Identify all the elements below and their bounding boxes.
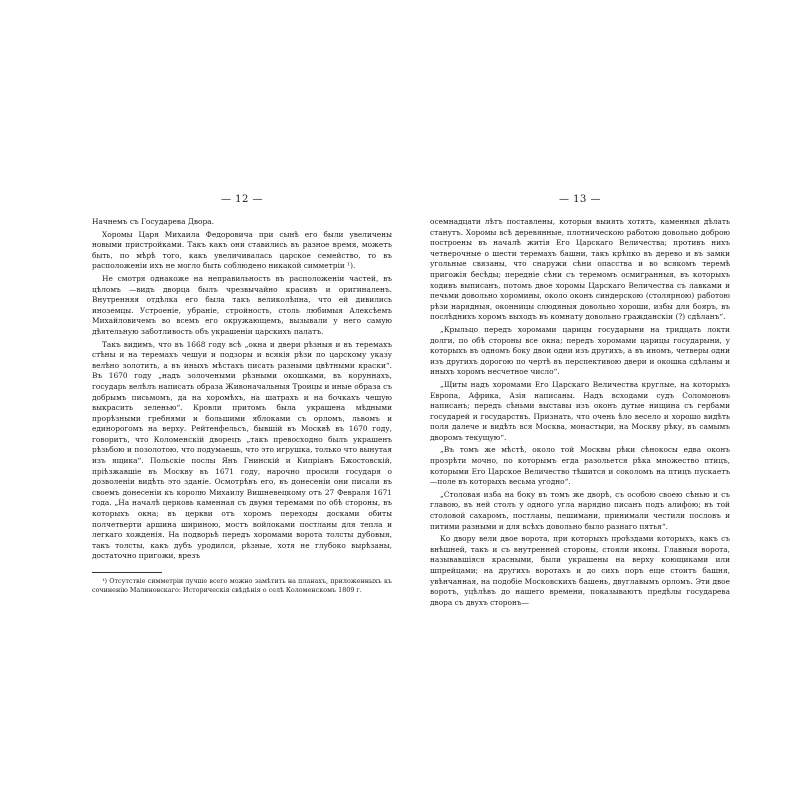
paragraph: Не смотря однакоже на неправильность въ расположеніи частей, въ цѣломъ —видъ дворца былъ чрезвычайно красивъ и оригиналенъ. Внутренняя отдѣлка его была такъ великолѣпна, что ей дивились иноземцы. Устроеніе, убраніе, стройность, столь любимыя Алексѣемъ Михайловичемъ во всемъ его окружающемъ, вызывали у него самую дѣятельную заботливость объ украшеніи царскихъ палатъ. — [92, 273, 392, 336]
paragraph: Хоромы Царя Михаила Федоровича при сынѣ его были увеличены новыми пристройками. Такъ какъ они ставились въ разное время, можетъ быть, по мѣрѣ того, какъ увеличивалась царское семейство, то въ расположеніи ихъ не могло быть соблюдено никакой симметріи ¹). — [92, 229, 392, 271]
right-page — [430, 194, 730, 614]
paragraph: осемнадцати лѣтъ поставлены, которыя выиять хотятъ, каменныя дѣлать станутъ. Хоромы всѣ деревянные, плотническою работою довольно доброю построены въ началѣ житія Его Царскаго Величества; противъ нихъ четверочные о шести теремахъ башни, такъ крѣпко въ дерево и въ замки угольные связаны, что снаружи сѣни опасства и во всякомъ теремѣ пригожія бесѣды; передніе сѣни съ теремомъ осмигранныя, въ которыхъ ходивъ выписанъ, потомъ двое хоромы Царскаго Величества съ лавками и печьми довольно хоромины, около оконъ синдерскою (столярною) работою рѣзи нарядныя, оконницы слюдяныя довольно хороши, избы для бояръ, въ послѣднихъ хоромъ выходъ въ комнату довольно гражданскіи (?) сдѣланъ“. — [430, 217, 730, 322]
page-number: — 13 — — [558, 194, 602, 205]
page-number: — 12 — — [220, 194, 264, 205]
footnote: ¹) Отсутствіе симметріи лучше всего можно замѣтить на планахъ, приложенныхъ къ сочиненію Малиновскаго: Историческія свѣдѣнія о селѣ Коломенскомъ 1809 г. — [92, 577, 392, 594]
paragraph: „Крыльцо передъ хоромами царицы государыни на тридцать локти долги, по обѣ стороны все окна; передъ хоромами царицы государыни, у которыхъ въ одномъ боку двои одни изъ другихъ, а въ иномъ, четверы одни изъ другихъ дорогою по чертѣ въ перспективою двери и окошка сдѣланы и иныхъ хоромъ несчетное число“. — [430, 324, 730, 377]
footnote-divider — [92, 572, 162, 573]
left-page — [92, 194, 392, 614]
paragraph: „Столовая изба на боку въ томъ же дворѣ, съ особою своею сѣнью и съ главою, въ ней столъ у одного угла нарядно писанъ подъ алифою; въ той столовой сахаромъ, постланы, пешимани, принимали честили пословъ и питими разными и для всѣхъ довольно было разнаго пятья“. — [430, 489, 730, 531]
paragraph: Такъ видимъ, что въ 1668 году всѣ „окна и двери рѣзныя и въ теремахъ стѣны и на теремахъ чешуи и подзоры и всякія рѣзи по царскому указу велѣно золотить, а въ иныхъ мѣстахъ писать разными цвѣтными краски“. Въ 1670 году „надъ золочеными рѣзными окошками, въ коруннахъ, государь велѣлъ написать образа Живоначальныя Троицы и иные образа съ добрымъ письмомъ, да на хоромѣхъ, на шатрахъ и на бочкахъ чешую выкрасить зеленью“. Кровли притомъ была украшена мѣдными прорѣзными гребнями и большими яблоками съ орломъ, львомъ и единорогомъ на верху. Рейтенфельсъ, бывшій въ Москвѣ въ 1670 году, говоритъ, что Коломенскій дворецъ „такъ превосходно былъ украшенъ рѣзьбою и позолотою, что подумаешь, что это игрушка, только что вынутая изъ ящика“. Польскіе послы Янъ Гнинскій и Кипріанъ Бжостовскій, пріѣзжавшіе въ Москву въ 1671 году, нарочно просили государя о дозволеніи видѣть это зданіе. Осмотрѣвъ его, въ донесеніи они писали въ своемъ донесеніи къ королю Михаилу Вишневецкому отъ 27 Февраля 1671 года. „На началѣ церковь каменная съ двумя теремами по обѣ стороны, въ которыхъ окна; въ церкви отъ хоромъ переходы досками обиты полчетверти аршина шириною, мостъ войлоками постланы для тепла и легкаго хожденія. На подворьѣ передъ хоромами ворота толсты дубовыя, такъ толсты, какъ дубъ уродился, рѣзные, хотя не глубоко вырѣзаны, достаточно пригожи, врезъ — [92, 339, 392, 561]
paragraph: „Щиты надъ хоромами Его Царскаго Величества круглые, на которыхъ Европа, Африка, Азія написаны. Надъ всходами судъ Соломоновъ написанъ; передъ сѣньми выставы изъ оконъ дутые нищина съ гербами государей и государствъ. Признать, что очень ѣло весело и хорошо видѣть поля далече и видѣть вся Москва, монастыри, на Москву рѣку, въ самымъ дворомъ текущую“. — [430, 379, 730, 442]
paragraph: Начнемъ съ Государева Двора. — [92, 217, 214, 226]
paragraph: „Въ томъ же мѣстѣ, около той Москвы рѣки сѣнокосы едва оконъ прозрѣти мочно, по которымъ егда разольется рѣка множество птицъ, которыми Его Царское Величество тѣшится и соколомъ на птицъ пускаетъ—поле въ которыхъ весьма угодно“. — [430, 445, 730, 487]
page-body — [92, 217, 392, 562]
paragraph: Ко двору вели двое ворота, при которыхъ проѣздами которыхъ, какъ съ внѣшней, такъ и съ внутренней стороны, стояли иконы. Главныя ворота, называвшіяся красными, были украшены на верху коющиками или шпрейцами; на другихъ воротахъ и до сихъ поръ еще стоитъ башня, увѣнчанная, на подобіе Московскихъ башень, двуглавымъ орломъ. Эти двое воротъ, уцѣлѣвъ до нашего времени, показываютъ предѣлы государева двора съ двухъ сторонъ— — [430, 534, 730, 607]
page-body — [430, 217, 730, 608]
